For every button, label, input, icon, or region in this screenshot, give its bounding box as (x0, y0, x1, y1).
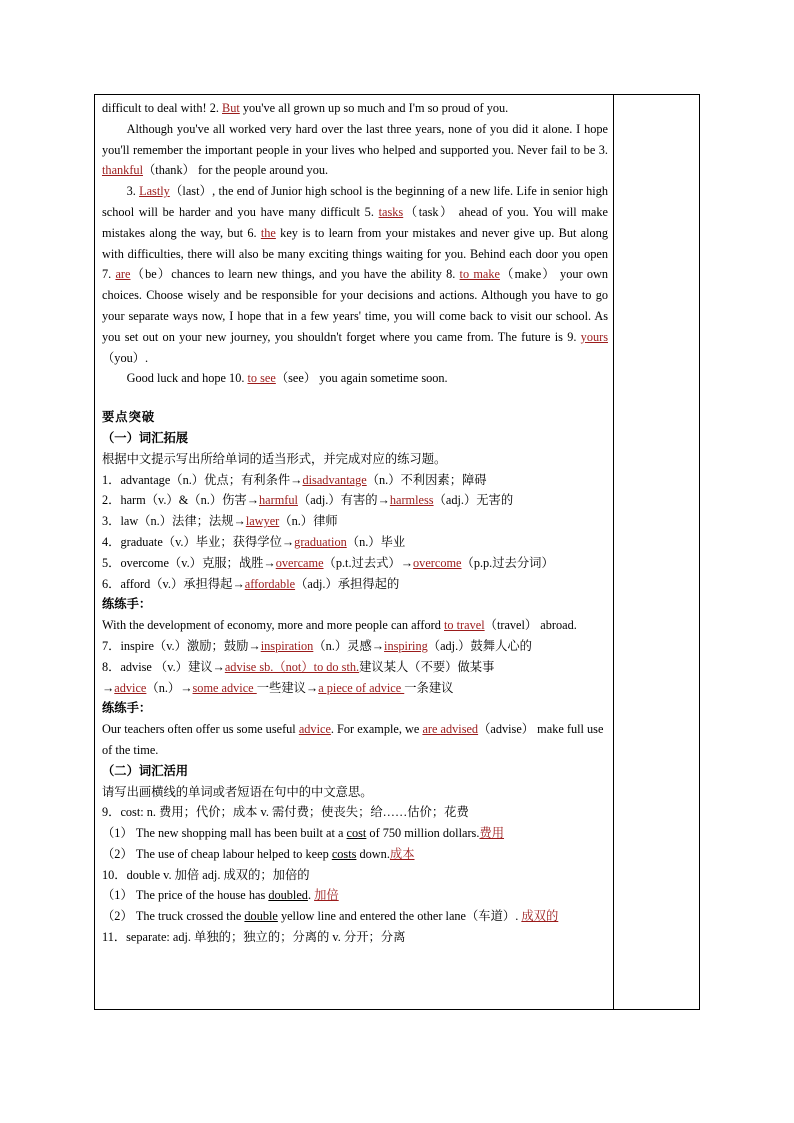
answer-6: the (260, 225, 276, 240)
answer-8: to make (459, 267, 500, 282)
vocab-item-2: 2．harm（v.）&（n.）伤害→harmful（adj.）有害的→harmless（adj.）无害的 (102, 493, 514, 508)
answer-4: Lastly (139, 184, 170, 199)
practice-1-sentence: With the development of economy, more and more people can afford to travel（travel） abroad. (102, 618, 577, 633)
vocab-item-8: 8．advise （v.）建议→advise sb.（not）to do sth.建议某人（不要）做某事 (102, 659, 495, 674)
vocab-item-1: 1．advantage（n.）优点；有利条件→disadvantage（n.）不利因素；障碍 (102, 472, 487, 487)
section-1-instruction: 根据中文提示写出所给单词的适当形式，并完成对应的练习题。 (102, 451, 447, 466)
answer-7: are (115, 267, 131, 282)
vocab-item-6: 6．afford（v.）承担得起→affordable（adj.）承担得起的 (102, 576, 400, 591)
passage-para-4: Good luck and hope 10. to see（see） you again sometime soon. (126, 371, 448, 386)
vocab-item-7: 7．inspire（v.）激励；鼓励→inspiration（n.）灵感→inspiring（adj.）鼓舞人心的 (102, 638, 532, 653)
section-2-title: （二）词汇活用 (102, 763, 189, 778)
vocab-item-4: 4．graduate（v.）毕业；获得学位→graduation（n.）毕业 (102, 534, 406, 549)
answer-9: yours (580, 329, 608, 344)
answer-5: tasks (378, 204, 404, 219)
passage-para-2: Although you've all worked very hard over the last three years, none of you did it alone. I hope you'll remember the important people in your lives who helped and supported you. Never fail to be 3. thankful（thank） for the people around you. (102, 121, 608, 178)
passage-para-1: difficult to deal with! 2. But you've all grown up so much and I'm so proud of you. (102, 101, 509, 115)
answer-2: But (222, 101, 240, 115)
vocab-item-5: 5．overcome（v.）克服；战胜→overcame（p.t.过去式）→overcome（p.p.过去分词） (102, 555, 554, 570)
practice-2-title: 练练手： (102, 701, 152, 716)
vocab-item-9-ex-2: （2） The use of cheap labour helped to keep costs down.成本 (102, 846, 415, 861)
passage-para-3: 3. Lastly（last）, the end of Junior high school is the beginning of a new life. Life in senior high school will be harder and you have many difficult 5. tasks（task） ahead of you. You will make mistakes along the way, but 6. the key is to learn from your mistakes and never give up. But along with difficulties, there will also be many exciting things waiting for you. Behind each door you open 7. are（be）chances to learn new things, and you have the ability 8. to make（make） your own choices. Choose wisely and be responsible for your decisions and actions. Although you have to go your separate ways now, I hope that in a few years' time, you will come back to visit our school. As you set out on your new journey, you shouldn't forget where you came from. The future is 9. yours（you）. (102, 184, 608, 365)
vocab-item-9-ex-1: （1） The new shopping mall has been built at a cost of 750 million dollars.费用 (102, 826, 505, 841)
vocab-item-11: 11．separate: adj. 单独的；独立的；分离的 v. 分开；分离 (102, 930, 406, 945)
section-1-title: （一）词汇拓展 (102, 430, 189, 445)
practice-2-sentence: Our teachers often offer us some useful advice. For example, we are advised（advise） make full use of the time. (102, 722, 604, 757)
answer-3: thankful (102, 163, 143, 178)
main-cell (102, 98, 608, 948)
practice-1-title: 练练手： (102, 597, 152, 612)
key-points-title: 要点突破 (102, 410, 156, 425)
vocab-item-10-ex-1: （1） The price of the house has doubled. 加倍 (102, 888, 339, 903)
worksheet-table (94, 94, 700, 1010)
vocab-item-10-ex-2: （2） The truck crossed the double yellow line and entered the other lane（车道）. 成双的 (102, 909, 559, 924)
vocab-item-9: 9．cost: n. 费用；代价；成本 v. 需付费；使丧失；给……估价；花费 (102, 805, 469, 820)
vocab-item-3: 3．law（n.）法律；法规→lawyer（n.）律师 (102, 514, 338, 529)
section-2-instruction: 请写出画横线的单词或者短语在句中的中文意思。 (102, 784, 373, 799)
column-divider (613, 95, 614, 1009)
vocab-item-10: 10．double v. 加倍 adj. 成双的；加倍的 (102, 867, 310, 882)
answer-10: to see (247, 371, 276, 386)
vocab-item-8-cont: →advice（n.）→some advice 一些建议→a piece of advice 一条建议 (102, 680, 454, 695)
